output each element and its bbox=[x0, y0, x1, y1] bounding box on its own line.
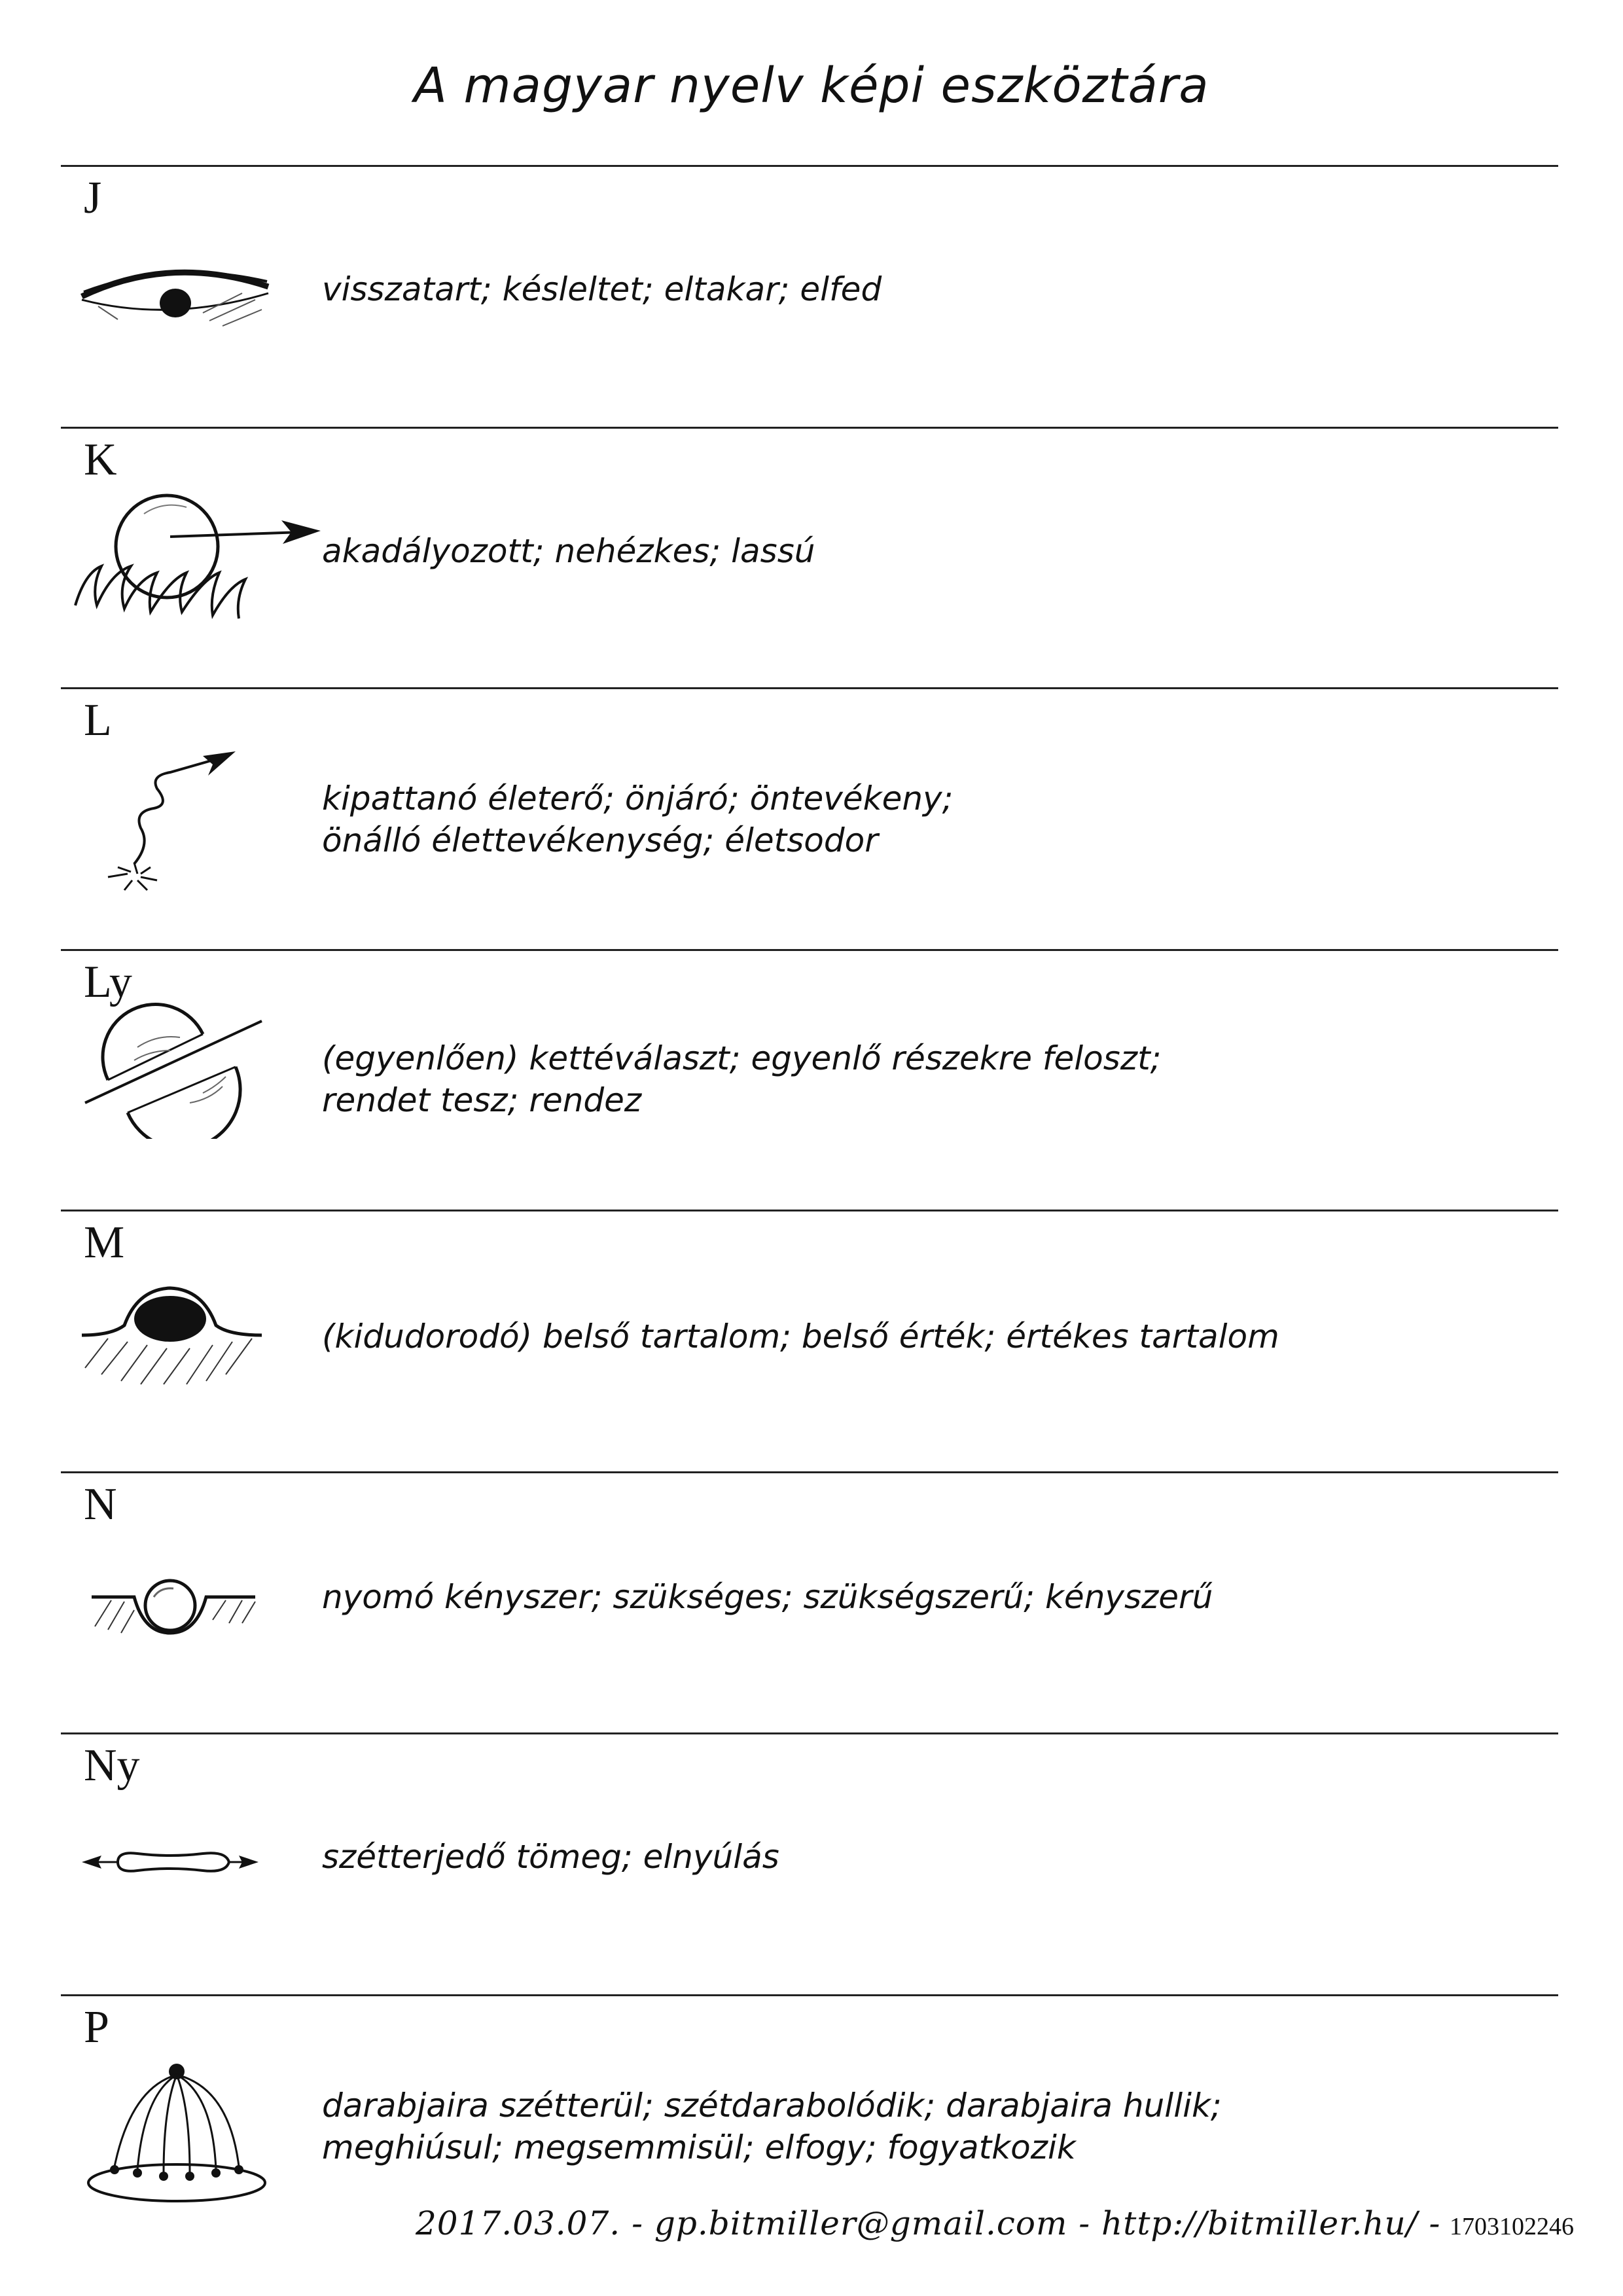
description-line: visszatart; késleltet; eltakar; elfed bbox=[322, 270, 882, 308]
description-line: rendet tesz; rendez bbox=[322, 1081, 642, 1119]
description-line: (egyenlően) kettéválaszt; egyenlő részekre feloszt; bbox=[322, 1039, 1162, 1077]
entry-letter: P bbox=[84, 2002, 109, 2053]
entry-letter: Ny bbox=[84, 1740, 140, 1791]
divider bbox=[61, 1471, 1558, 1473]
divider bbox=[61, 427, 1558, 429]
entry-letter: M bbox=[84, 1217, 125, 1268]
entry-description bbox=[322, 530, 815, 572]
description-line: darabjaira szétterül; szétdarabolódik; darabjaira hullik; bbox=[322, 2087, 1222, 2125]
entry-letter: J bbox=[84, 173, 102, 223]
divider bbox=[61, 1210, 1558, 1211]
divider bbox=[61, 687, 1558, 689]
divider bbox=[61, 949, 1558, 951]
page-title: A magyar nyelv képi eszköztára bbox=[414, 58, 1209, 114]
split-ball-icon bbox=[72, 995, 268, 1139]
description-line: önálló élettevékenység; életsodor bbox=[322, 821, 878, 859]
entry-letter: N bbox=[84, 1479, 117, 1530]
ball-in-pit-icon bbox=[72, 1561, 268, 1640]
spark-arrow-icon bbox=[72, 746, 255, 897]
footer-text: 2017.03.07. - gp.bitmiller@gmail.com - http://bitmiller.hu/ - bbox=[416, 2204, 1441, 2242]
entry-description bbox=[322, 1316, 1279, 1357]
eye-icon bbox=[72, 247, 275, 346]
description-line: (kidudorodó) belső tartalom; belső érték; értékes tartalom bbox=[322, 1318, 1279, 1355]
document-code: 1703102246 bbox=[1450, 2213, 1574, 2240]
description-line: nyomó kényszer; szükséges; szükségszerű; kényszerű bbox=[322, 1578, 1213, 1616]
dispersing-dome-icon bbox=[72, 2049, 268, 2206]
entry-description bbox=[322, 1576, 1213, 1618]
stretched-mass-icon bbox=[72, 1839, 268, 1885]
entry-letter: L bbox=[84, 695, 112, 745]
ball-in-grass-arrow-icon bbox=[72, 475, 327, 632]
entry-description bbox=[322, 1836, 779, 1878]
entry-description bbox=[322, 2085, 1222, 2168]
entry-letter: K bbox=[84, 435, 117, 485]
description-line: kipattanó életerő; önjáró; öntevékeny; bbox=[322, 780, 954, 817]
entry-letter: Ly bbox=[84, 957, 132, 1007]
description-line: akadályozott; nehézkes; lassú bbox=[322, 532, 815, 570]
entry-description bbox=[322, 268, 882, 310]
description-line: szétterjedő tömeg; elnyúlás bbox=[322, 1838, 779, 1876]
divider bbox=[61, 1732, 1558, 1734]
divider bbox=[61, 165, 1558, 167]
divider bbox=[61, 1994, 1558, 1996]
entry-description bbox=[322, 1037, 1162, 1121]
bump-content-icon bbox=[72, 1276, 275, 1394]
entry-description bbox=[322, 778, 953, 861]
description-line: meghiúsul; megsemmisül; elfogy; fogyatkozik bbox=[322, 2128, 1076, 2166]
